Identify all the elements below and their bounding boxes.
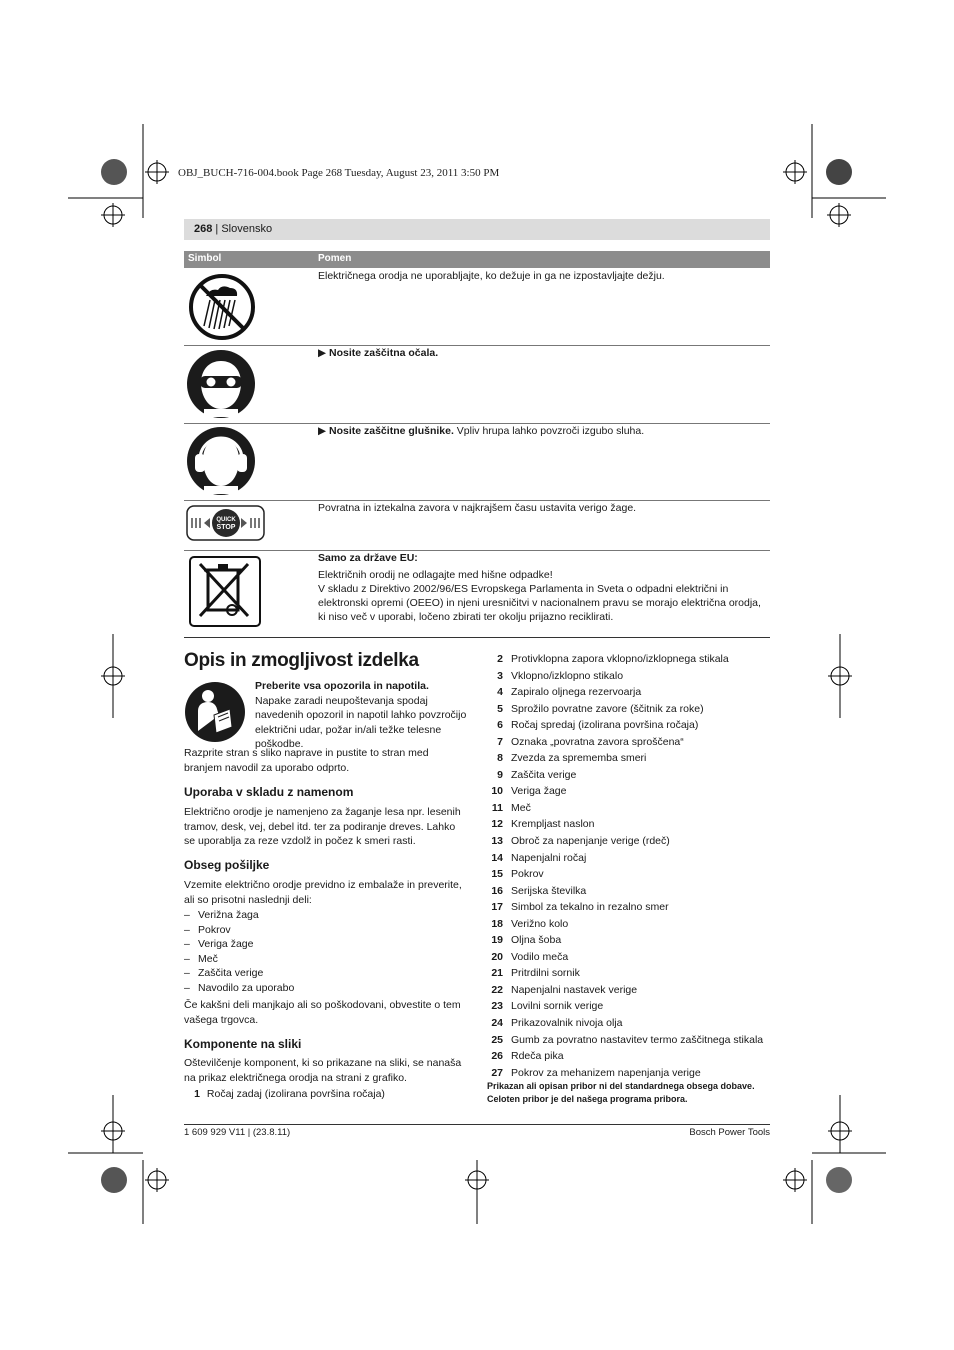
list-item — [487, 835, 772, 852]
delivery-note: Če kakšni deli manjkajo ali so poškodovani, obvestite o tem vašega trgovca. — [184, 999, 461, 1026]
component-label: Lovilni sornik verige — [511, 1000, 604, 1013]
goggles-bold: Nosite zaščitna očala. — [329, 347, 439, 359]
component-num: 26 — [491, 1050, 503, 1063]
component-label: Vklopno/izklopno stikalo — [511, 669, 624, 682]
component-num: 21 — [491, 967, 503, 980]
component-num: 20 — [491, 950, 503, 963]
list-item — [487, 736, 772, 753]
component-label: Protivklopna zapora vklopno/izklopnega stikala — [511, 653, 729, 665]
component-num: 15 — [491, 868, 503, 881]
weee-bin-icon — [186, 554, 262, 628]
component-num: 22 — [491, 983, 503, 996]
delivery-list — [184, 908, 466, 995]
component-num: 25 — [491, 1033, 503, 1046]
component-num: 16 — [491, 884, 503, 897]
safety-goggles-icon — [186, 349, 256, 419]
component-label: Oznaka „povratna zavora sproščena“ — [511, 735, 684, 748]
list-item — [487, 703, 772, 720]
row-ear-text — [318, 424, 768, 438]
list-item — [487, 885, 772, 902]
component-num: 23 — [491, 1000, 503, 1013]
footer-divider — [184, 1124, 770, 1125]
list-item — [487, 802, 772, 819]
row-no-rain-text: Električnega orodja ne uporabljajte, ko dežuje in ga ne izpostavljajte dežju. — [318, 270, 665, 282]
page-header — [194, 223, 272, 235]
component-num: 27 — [491, 1066, 503, 1079]
col-meaning: Pomen — [318, 253, 352, 264]
component-label: Rdeča pika — [511, 1050, 564, 1063]
component-num: 12 — [491, 818, 503, 831]
component-num: 8 — [497, 752, 503, 765]
component-num: 9 — [497, 768, 503, 781]
intended-use-text: Električno orodje je namenjeno za žaganje lesa npr. lesenih tramov, desk, vej, debel itd. ter za podiranje dreves. Lahko se uporablja za reze vzdolž in počez k smeri rasti. — [184, 806, 461, 847]
list-item — [487, 852, 772, 869]
component-num: 6 — [497, 719, 503, 732]
components-heading: Komponente na sliki — [184, 1037, 302, 1051]
list-item — [487, 901, 772, 918]
list-item — [487, 1050, 772, 1067]
list-item — [487, 653, 772, 670]
component-label: Vodilo meča — [511, 950, 569, 963]
component-label: Napenjalni nastavek verige — [511, 983, 638, 996]
delivery-heading: Obseg pošiljke — [184, 858, 270, 872]
component-label: Pokrov za mehanizem napenjanja verige — [511, 1066, 701, 1079]
component-label: Oljna šoba — [511, 934, 562, 947]
weee-line1: Električnih orodij ne odlagajte med hišne odpadke! — [318, 569, 553, 581]
list-item — [487, 670, 772, 687]
header-language: Slovensko — [221, 223, 273, 235]
components-intro: Oštevilčenje komponent, ki so prikazane na sliki, se nanaša na prikaz električnega orodja na strani z grafiko. — [184, 1057, 462, 1084]
list-item — [487, 967, 772, 984]
arrow-right-icon: ▶ — [318, 347, 327, 359]
col-symbol: Simbol — [188, 253, 222, 264]
component-num: 19 — [491, 934, 503, 947]
component-label: Prikazovalnik nivoja olja — [511, 1017, 623, 1030]
list-item — [487, 686, 772, 703]
no-rain-icon — [186, 272, 258, 342]
list-item — [487, 918, 772, 935]
component-label: Sprožilo povratne zavore (ščitnik za roke) — [511, 702, 704, 715]
component-label: Simbol za tekalno in rezalno smer — [511, 901, 669, 914]
component-num: 24 — [491, 1017, 503, 1030]
list-item — [487, 868, 772, 885]
footer-brand: Bosch Power Tools — [689, 1127, 770, 1138]
component-num: 10 — [491, 785, 503, 798]
list-item: – Verižna žaga — [184, 908, 466, 923]
ear-protection-icon — [186, 426, 256, 496]
list-item — [487, 951, 772, 968]
component-num: 18 — [491, 917, 503, 930]
list-item — [487, 1000, 772, 1017]
arrow-right-icon: ▶ — [318, 425, 327, 437]
component-num: 14 — [491, 851, 503, 864]
weee-line2: V skladu z Direktivo 2002/96/ES Evropskega Parlamenta in Sveta o odpadni električni in elektronski opremi (OEEO) in njeni uresničitvi v nacionalnem pravu se morajo električna orodja, ki niso več v uporabi, ločeno zbirati ter okolju prijazno reciklirati. — [318, 583, 761, 623]
list-item: – Meč — [184, 952, 466, 967]
table-bottom-divider — [184, 637, 770, 638]
component-label: Gumb za povratno nastavitev termo zaščitnega stikala — [511, 1033, 764, 1046]
quick-label: QUICK — [216, 517, 236, 523]
list-item — [487, 719, 772, 736]
component-label: Zvezda za sprememba smeri — [511, 752, 647, 765]
list-item — [487, 934, 772, 951]
row-weee-text — [318, 551, 768, 624]
list-item: – Veriga žage — [184, 937, 466, 952]
component-num: 3 — [497, 669, 503, 682]
read-manual-icon — [184, 681, 246, 743]
component-label: Ročaj zadaj (izolirana površina ročaja) — [206, 1088, 385, 1100]
component-label: Verižno kolo — [511, 917, 569, 930]
stop-label: STOP — [216, 524, 236, 531]
component-num: 7 — [497, 735, 503, 748]
list-item — [487, 785, 772, 802]
component-label: Pokrov — [511, 868, 544, 881]
component-num: 4 — [497, 686, 503, 699]
header-separator: | — [212, 223, 222, 235]
component-label: Zapiralo oljnega rezervoarja — [511, 686, 642, 699]
component-label: Veriga žage — [511, 785, 567, 798]
component-label: Obroč za napenjanje verige (rdeč) — [511, 835, 670, 848]
quick-stop-icon — [186, 505, 266, 541]
list-item — [487, 1034, 772, 1051]
weee-bold: Samo za države EU: — [318, 552, 418, 564]
warning-text — [255, 679, 467, 752]
page-number: 268 — [194, 223, 213, 235]
ear-text: Vpliv hrupa lahko povzroči izgubo sluha. — [453, 425, 645, 437]
component-num: 11 — [491, 801, 503, 814]
component-item-1 — [184, 1088, 466, 1100]
list-item — [487, 769, 772, 786]
component-num: 13 — [491, 835, 503, 848]
component-num: 2 — [497, 653, 503, 665]
warning-body: Napake zaradi neupoštevanja spodaj navedenih opozoril in napotil lahko povzročijo električni udar, požar in/ali težke telesne poškodbe. — [255, 694, 467, 750]
print-info: OBJ_BUCH-716-004.book Page 268 Tuesday, August 23, 2011 3:50 PM — [178, 167, 500, 179]
component-label: Ročaj spredaj (izolirana površina ročaja) — [511, 719, 699, 732]
component-num: 17 — [491, 901, 503, 914]
component-num: 1 — [194, 1088, 200, 1100]
component-label: Napenjalni ročaj — [511, 851, 587, 864]
list-item — [487, 818, 772, 835]
open-page-text: Razprite stran s sliko naprave in pustite to stran med branjem navodil za uporabo odprto. — [184, 747, 429, 774]
footer-doc-id: 1 609 929 V11 | (23.8.11) — [184, 1127, 291, 1138]
list-item: – Navodilo za uporabo — [184, 981, 466, 996]
list-item: – Zaščita verige — [184, 966, 466, 981]
component-label: Zaščita verige — [511, 768, 577, 781]
component-label: Pritrdilni sornik — [511, 967, 580, 980]
delivery-intro: Vzemite električno orodje previdno iz embalaže in preverite, ali so prisotni naslednji deli: — [184, 879, 462, 906]
row-goggles-text — [318, 346, 768, 360]
components-list — [487, 653, 772, 1083]
component-label: Meč — [511, 801, 531, 814]
intended-use-heading: Uporaba v skladu z namenom — [184, 785, 354, 799]
accessory-note: Prikazan ali opisan pribor ni del standardnega obsega dobave. Celoten pribor je del našega programa pribora. — [487, 1081, 755, 1104]
ear-bold: Nosite zaščitne glušnike. — [329, 425, 454, 437]
section-title: Opis in zmogljivost izdelka — [184, 650, 419, 671]
component-label: Serijska številka — [511, 884, 587, 897]
list-item: – Pokrov — [184, 923, 466, 938]
component-num: 5 — [497, 702, 503, 715]
component-label: Krempljast naslon — [511, 818, 595, 831]
list-item — [487, 752, 772, 769]
list-item — [487, 984, 772, 1001]
row-quickstop-text: Povratna in iztekalna zavora v najkrajšem času ustavita verigo žage. — [318, 502, 637, 514]
list-item — [487, 1017, 772, 1034]
warning-bold: Preberite vsa opozorila in napotila. — [255, 680, 429, 692]
symbol-table-header — [184, 251, 770, 268]
